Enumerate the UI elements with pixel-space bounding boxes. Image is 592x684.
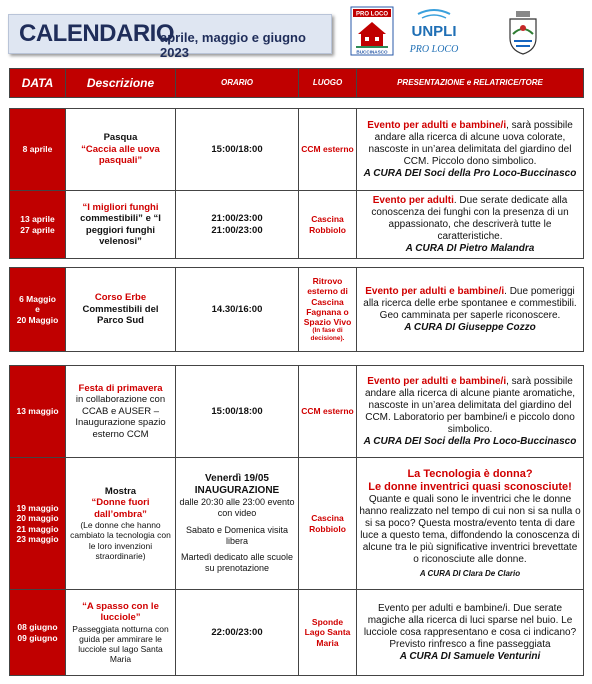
event-place: CCM esterno bbox=[299, 366, 357, 458]
event-description bbox=[66, 191, 176, 259]
event-description bbox=[66, 268, 176, 352]
event-date: 19 maggio 20 maggio 21 maggio 23 maggio bbox=[10, 458, 66, 590]
event-curator: A CURA DI Giuseppe Cozzo bbox=[404, 321, 536, 333]
event-subtitle: “Donne fuori dall’ombra” bbox=[91, 497, 150, 520]
event-subtitle: Festa di primavera bbox=[78, 383, 163, 395]
event-place bbox=[299, 268, 357, 352]
event-title: Passeggiata notturna con guida per ammirare le lucciole sul lago Santa Maria bbox=[72, 623, 169, 665]
svg-text:BUCCINASCO: BUCCINASCO bbox=[356, 49, 388, 55]
event-text: , sarà possibile andare alla ricerca di alcune uova colorate, nascoste in un’area delimitata del giardino del CCM. Piccolo dono simbolico. bbox=[368, 119, 573, 167]
col-header-data: DATA bbox=[10, 69, 66, 98]
event-time bbox=[176, 458, 299, 590]
col-header-descrizione: Descrizione bbox=[66, 69, 176, 98]
svg-text:PRO LOCO: PRO LOCO bbox=[409, 44, 459, 55]
table-row bbox=[10, 268, 584, 352]
event-subtitle: Corso Erbe bbox=[94, 292, 147, 304]
calendar-block-may-erbe bbox=[9, 267, 584, 352]
event-subtitle: “I migliori funghi bbox=[82, 201, 159, 213]
event-time: 21:00/23:00 21:00/23:00 bbox=[176, 191, 299, 259]
event-time-line: Venerdì 19/05 INAUGURAZIONE bbox=[194, 473, 280, 497]
event-date: 13 aprile 27 aprile bbox=[10, 191, 66, 259]
col-header-orario: ORARIO bbox=[176, 69, 299, 98]
event-place: Cascina Robbiolo bbox=[299, 191, 357, 259]
table-row bbox=[10, 590, 584, 676]
event-description bbox=[66, 366, 176, 458]
event-title: in collaborazione con CCAB e AUSER – Inaugurazione spazio esterno CCM bbox=[75, 394, 166, 440]
event-subtitle: “Caccia alle uova pasquali” bbox=[81, 143, 160, 167]
event-presentation bbox=[357, 191, 584, 259]
event-description bbox=[66, 109, 176, 191]
table-row bbox=[10, 109, 584, 191]
event-subtitle: “A spasso con le lucciole” bbox=[82, 600, 159, 624]
event-title: commestibili” e “I peggiori funghi velenosi” bbox=[80, 213, 161, 247]
calendar-block-may-june bbox=[9, 365, 584, 676]
event-place: Sponde Lago Santa Maria bbox=[299, 590, 357, 676]
event-curator: A CURA DEI Soci della Pro Loco-Buccinasco bbox=[363, 167, 577, 179]
event-audience: Evento per adulti e bambine/i bbox=[365, 285, 505, 297]
page-title: CALENDARIO bbox=[19, 20, 174, 47]
event-text: . Due pomeriggi alla ricerca delle erbe spontanee e commestibili. Geo camminata per saperle riconoscere. bbox=[363, 285, 577, 321]
event-time: 22:00/23:00 bbox=[176, 590, 299, 676]
event-place-note: (In fase di decisione). bbox=[310, 327, 345, 342]
svg-text:UNPLI: UNPLI bbox=[411, 23, 457, 40]
event-time: 14.30/16:00 bbox=[176, 268, 299, 352]
event-presentation bbox=[357, 268, 584, 352]
comune-crest-icon bbox=[504, 10, 542, 56]
event-heading: La Tecnologia è donna? bbox=[407, 468, 533, 481]
event-curator: A CURA DI Samuele Venturini bbox=[399, 650, 541, 662]
event-presentation bbox=[357, 590, 584, 676]
event-description bbox=[66, 590, 176, 676]
proloco-buccinasco-logo-icon bbox=[350, 6, 394, 56]
event-date: 08 giugno 09 giugno bbox=[10, 590, 66, 676]
event-time-line: Martedì dedicato alle scuole su prenotazione bbox=[180, 552, 294, 574]
event-curator: A CURA DI Clara De Clario bbox=[419, 569, 521, 579]
title-box bbox=[8, 14, 332, 60]
event-time-line: Sabato e Domenica visita libera bbox=[185, 524, 289, 546]
event-title: Mostra bbox=[104, 486, 137, 498]
svg-text:PRO LOCO: PRO LOCO bbox=[355, 11, 389, 18]
event-date: 6 Maggio e 20 Maggio bbox=[10, 268, 66, 352]
event-curator: A CURA DI Pietro Malandra bbox=[405, 242, 535, 254]
event-title: Pasqua bbox=[103, 132, 138, 144]
event-curator: A CURA DEI Soci della Pro Loco-Buccinasco bbox=[363, 435, 577, 447]
calendar-table-header bbox=[9, 68, 584, 98]
event-audience: Evento per adulti e bambine/i bbox=[367, 119, 507, 131]
event-place: Cascina Robbiolo bbox=[299, 458, 357, 590]
event-date: 13 maggio bbox=[10, 366, 66, 458]
event-note: (Le donne che hanno cambiato la tecnologia con le loro invenzioni straordinarie) bbox=[70, 520, 171, 561]
event-text: Evento per adulti e bambine/i. Due serate magiche alla ricerca di luci sparse nel buio. Le lucciole cosa rappresentano e cosa ci indicano? Previsto rinfresco a fine passeggiata bbox=[363, 602, 577, 650]
event-audience: Evento per adulti bbox=[372, 194, 454, 206]
event-presentation bbox=[357, 109, 584, 191]
table-row bbox=[10, 366, 584, 458]
col-header-luogo: LUOGO bbox=[299, 69, 357, 98]
event-audience: Evento per adulti e bambine/i bbox=[367, 375, 507, 387]
page-header bbox=[6, 4, 588, 60]
table-row bbox=[10, 458, 584, 590]
unpli-proloco-logo-icon bbox=[402, 6, 466, 58]
col-header-presentazione: PRESENTAZIONE e RELATRICE/TORE bbox=[357, 69, 584, 98]
table-row bbox=[10, 191, 584, 259]
event-presentation bbox=[357, 366, 584, 458]
event-text: . Due serate dedicate alla conoscenza dei funghi con la presenza di un appassionato, che descriverà tutte le caratteristiche. bbox=[371, 194, 569, 242]
event-description bbox=[66, 458, 176, 590]
event-place-name: Ritrovo esterno di Cascina Fagnana o Spazio Vivo bbox=[303, 276, 352, 327]
event-time: 15:00/18:00 bbox=[176, 109, 299, 191]
event-place: CCM esterno bbox=[299, 109, 357, 191]
event-heading: Le donne inventrici quasi sconosciute! bbox=[368, 481, 572, 494]
page-subtitle: aprile, maggio e giugno 2023 bbox=[160, 30, 306, 60]
event-title: Commestibili del Parco Sud bbox=[82, 303, 159, 327]
event-presentation bbox=[357, 458, 584, 590]
event-text: , sarà possibile andare alla ricerca di alcune piante aromatiche, nascoste in un’area delimitata del giardino del CCM. Laboratorio per bambine/i e piccolo dono simbolico. bbox=[364, 375, 576, 435]
event-date: 8 aprile bbox=[10, 109, 66, 191]
event-time-line: dalle 20:30 alle 23:00 evento con video bbox=[179, 497, 295, 518]
event-time: 15:00/18:00 bbox=[176, 366, 299, 458]
calendar-block-april bbox=[9, 108, 584, 259]
event-text: Quante e quali sono le inventrici che le donne hanno realizzato nel tempo di cui non si sa nulla o si sa poco? Questa mostra/evento tenta di dare luce a questo tema, diffondendo la conoscenza di alcune tra le più significative inventrici brevettate o riconosciute alle donne. bbox=[359, 494, 581, 566]
